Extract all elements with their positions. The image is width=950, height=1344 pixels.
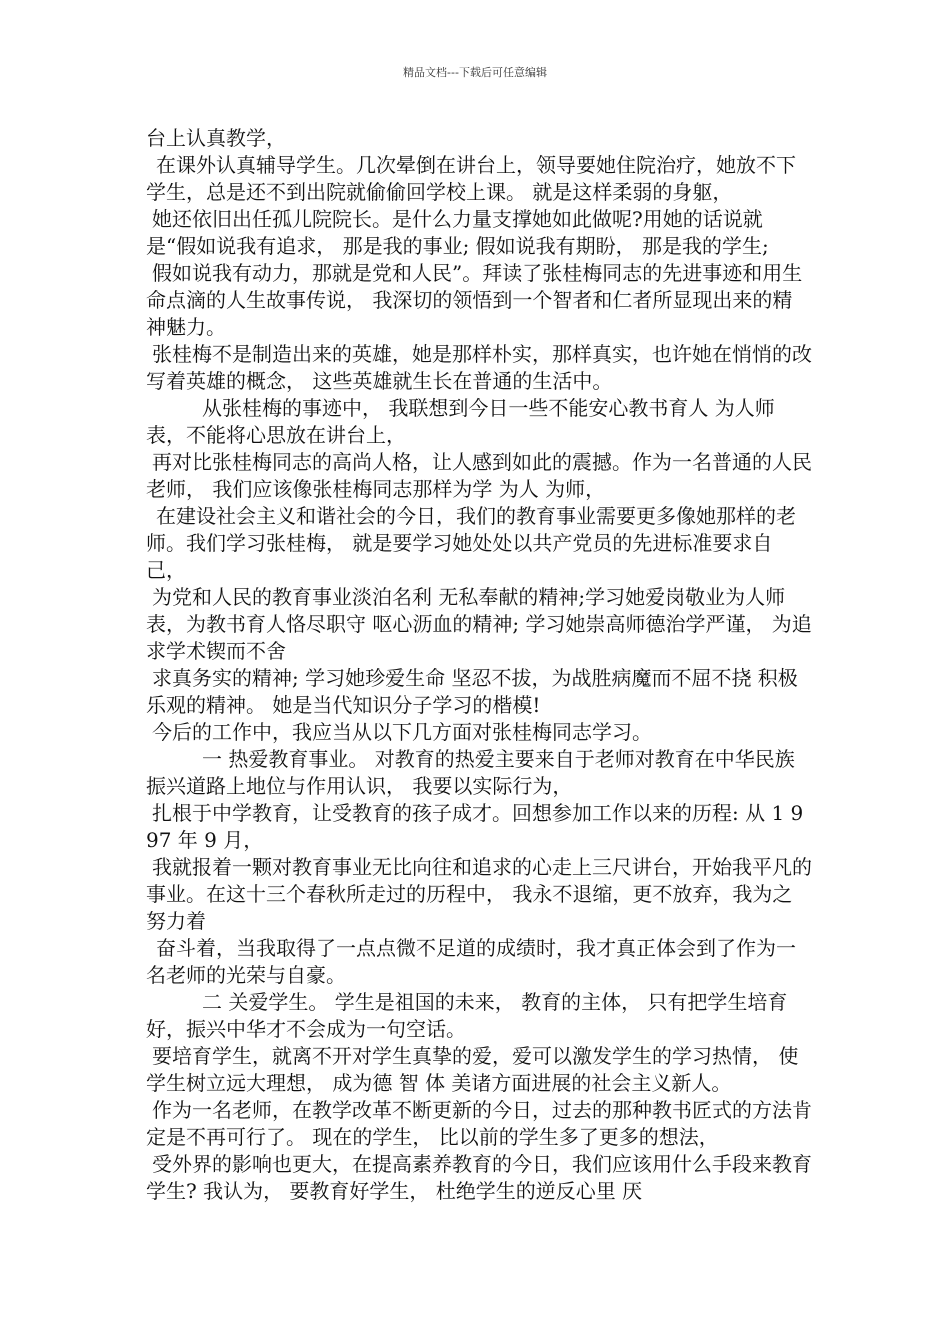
paragraph: 受外界的影响也更大，在提高素养教育的今日，我们应该用什么手段来教育学生? 我认为， 要教育好学生， 杜绝学生的逆反心里 厌 — [146, 1152, 812, 1203]
paragraph: 要培育学生，就离不开对学生真挚的爱，爱可以激发学生的学习热情， 使学生树立远大理想， 成为德 智 体 美诸方面进展的社会主义新人。 — [146, 1044, 799, 1095]
paragraph: 一 热爱教育事业。 对教育的热爱主要来自于老师对教育在中华民族振兴道路上地位与作用认识， 我要以实际行为， — [146, 747, 795, 798]
paragraph: 在建设社会主义和谐社会的今日，我们的教育事业需要更多像她那样的老师。我们学习张桂梅， 就是要学习她处处以共产党员的先进标准要求自己， — [146, 504, 796, 582]
paragraph: 奋斗着，当我取得了一点点微不足道的成绩时，我才真正体会到了作为一名老师的光荣与自豪。 — [146, 936, 796, 987]
paragraph: 假如说我有动力，那就是党和人民”。拜读了张桂梅同志的先进事迹和用生命点滴的人生故事传说， 我深切的领悟到一个智者和仁者所显现出来的精神魅力。 — [146, 261, 803, 339]
paragraph: 从张桂梅的事迹中， 我联想到今日一些不能安心教书育人 为人师表，不能将心思放在讲台上， — [146, 396, 775, 447]
paragraph: 作为一名老师，在教学改革不断更新的今日，过去的那种教书匠式的方法肯定是不再可行了。 现在的学生， 比以前的学生多了更多的想法， — [146, 1098, 812, 1149]
paragraph: 她还依旧出任孤儿院院长。是什么力量支撑她如此做呢?用她的话说就是“假如说我有追求， 那是我的事业; 假如说我有期盼， 那是我的学生; — [146, 207, 769, 258]
paragraph: 二 关爱学生。 学生是祖国的未来， 教育的主体， 只有把学生培育好，振兴中华才不会成为一句空话。 — [146, 990, 788, 1041]
paragraph: 再对比张桂梅同志的高尚人格，让人感到如此的震撼。作为一名普通的人民老师， 我们应该像张桂梅同志那样为学 为人 为师， — [146, 450, 812, 501]
paragraph: 扎根于中学教育，让受教育的孩子成才。回想参加工作以来的历程: 从 1 997 年 9 月， — [146, 801, 804, 852]
paragraph: 台上认真教学， — [146, 126, 286, 150]
paragraph: 张桂梅不是制造出来的英雄，她是那样朴实，那样真实，也许她在悄悄的改写着英雄的概念， 这些英雄就生长在普通的生活中。 — [146, 342, 812, 393]
document-body — [146, 125, 812, 1205]
paragraph: 我就报着一颗对教育事业无比向往和追求的心走上三尺讲台，开始我平凡的事业。在这十三个春秋所走过的历程中， 我永不退缩，更不放弃，我为之努力着 — [146, 855, 812, 933]
paragraph: 今后的工作中，我应当从以下几方面对张桂梅同志学习。 — [152, 720, 652, 744]
page-header: 精品文档---下载后可任意编辑 — [403, 66, 547, 79]
paragraph: 求真务实的精神; 学习她珍爱生命 坚忍不拔，为战胜病魔而不屈不挠 积极乐观的精神。 她是当代知识分子学习的楷模! — [146, 666, 798, 717]
paragraph: 为党和人民的教育事业淡泊名利 无私奉献的精神;学习她爱岗敬业为人师表，为教书育人恪尽职守 呕心沥血的精神; 学习她崇高师德治学严谨， 为追求学术锲而不舍 — [146, 585, 812, 663]
paragraph: 在课外认真辅导学生。几次晕倒在讲台上，领导要她住院治疗，她放不下学生，总是还不到出院就偷偷回学校上课。 就是这样柔弱的身躯， — [146, 153, 796, 204]
